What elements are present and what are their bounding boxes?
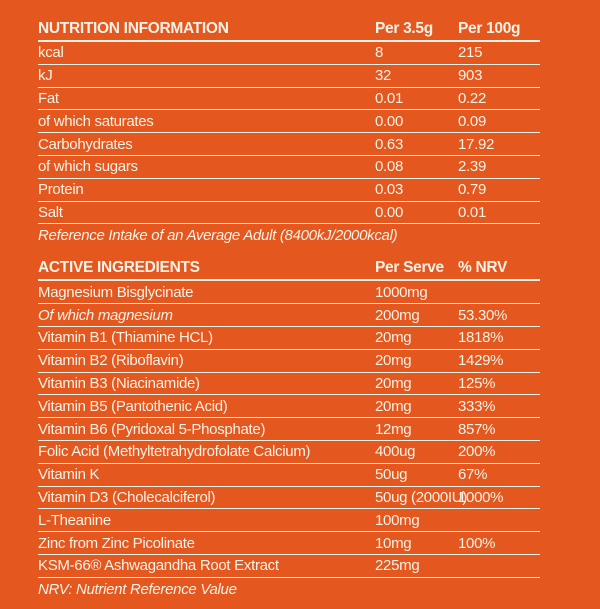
row-value-per-100g: 2.39	[458, 158, 486, 176]
table-row-vitamin-b1	[38, 327, 540, 350]
row-label: Folic Acid (Methyltetrahydrofolate Calcium)	[38, 443, 311, 461]
row-label: Vitamin B3 (Niacinamide)	[38, 374, 200, 392]
active-ingredients-section	[38, 253, 540, 600]
table-row-vitamin-b3	[38, 373, 540, 396]
table-row-carbohydrates	[38, 133, 540, 156]
row-value-per-100g: 0.79	[458, 181, 486, 199]
table-row-magnesium-bisglycinate	[38, 281, 540, 304]
table-row-protein	[38, 179, 540, 202]
row-value-per-100g: 17.92	[458, 135, 495, 153]
row-value-per-serve: 1000mg	[375, 283, 428, 301]
row-label: Carbohydrates	[38, 135, 133, 153]
row-value-per-100g: 0.22	[458, 89, 486, 107]
table-row-vitamin-k	[38, 464, 540, 487]
row-value-per-100g: 0.09	[458, 112, 486, 130]
row-value-per-3-5g: 0.00	[375, 203, 403, 221]
row-value-nrv: 857%	[458, 420, 496, 438]
column-header-nrv: % NRV	[458, 259, 508, 277]
row-value-per-serve: 20mg	[375, 397, 412, 415]
row-label: Magnesium Bisglycinate	[38, 283, 194, 301]
row-label: Protein	[38, 181, 84, 199]
row-value-per-serve: 225mg	[375, 557, 420, 575]
table-row-vitamin-b5	[38, 395, 540, 418]
active-ingredients-title: ACTIVE INGREDIENTS	[38, 259, 200, 277]
row-label: Vitamin B2 (Riboflavin)	[38, 352, 184, 370]
row-label: Fat	[38, 89, 59, 107]
table-row-l-theanine	[38, 509, 540, 532]
table-row-folic-acid	[38, 441, 540, 464]
row-value-nrv: 1818%	[458, 329, 504, 347]
row-value-per-serve: 12mg	[375, 420, 412, 438]
row-label: Of which magnesium	[38, 306, 173, 324]
row-value-per-3-5g: 0.00	[375, 112, 403, 130]
table-row-of-which-magnesium	[38, 304, 540, 327]
row-label: Vitamin D3 (Cholecalciferol)	[38, 488, 216, 506]
table-row-sugars	[38, 156, 540, 179]
row-value-per-serve: 50ug (2000IU)	[375, 488, 467, 506]
table-row-vitamin-b2	[38, 350, 540, 373]
active-ingredients-header-row	[38, 253, 540, 281]
row-value-nrv: 53.30%	[458, 306, 508, 324]
row-value-nrv: 1429%	[458, 352, 504, 370]
table-row-fat	[38, 88, 540, 111]
row-value-per-serve: 200mg	[375, 306, 420, 324]
row-value-nrv: 125%	[458, 374, 496, 392]
table-row-kj	[38, 65, 540, 88]
row-value-nrv: 333%	[458, 397, 496, 415]
row-label: kcal	[38, 44, 64, 62]
row-value-per-serve: 50ug	[375, 466, 408, 484]
row-value-per-100g: 0.01	[458, 203, 486, 221]
nrv-footnote: NRV: Nutrient Reference Value	[38, 580, 237, 598]
table-row-kcal	[38, 42, 540, 65]
row-value-nrv: 67%	[458, 466, 488, 484]
row-label: of which sugars	[38, 158, 138, 176]
table-row-salt	[38, 202, 540, 225]
row-value-per-serve: 20mg	[375, 329, 412, 347]
table-row-ksm-66-ashwagandha	[38, 555, 540, 578]
row-value-per-serve: 400ug	[375, 443, 416, 461]
table-row-zinc	[38, 532, 540, 555]
row-label: Vitamin B5 (Pantothenic Acid)	[38, 397, 228, 415]
row-value-per-3-5g: 8	[375, 44, 384, 62]
row-label: Vitamin B6 (Pyridoxal 5-Phosphate)	[38, 420, 266, 438]
row-label: Salt	[38, 203, 63, 221]
column-header-per-3-5g: Per 3.5g	[375, 20, 433, 37]
nutrition-table-header-row	[38, 14, 540, 42]
row-value-per-serve: 10mg	[375, 534, 412, 552]
row-label: L-Theanine	[38, 511, 111, 529]
row-value-per-serve: 20mg	[375, 352, 412, 370]
row-value-nrv: 200%	[458, 443, 496, 461]
column-header-per-100g: Per 100g	[458, 20, 521, 37]
row-label: Vitamin B1 (Thiamine HCL)	[38, 329, 213, 347]
row-label: Zinc from Zinc Picolinate	[38, 534, 195, 552]
row-value-per-100g: 903	[458, 67, 483, 85]
nutrition-label	[38, 14, 540, 601]
row-value-per-3-5g: 0.01	[375, 89, 403, 107]
row-label: Vitamin K	[38, 466, 100, 484]
row-label: KSM-66® Ashwagandha Root Extract	[38, 557, 279, 575]
column-header-per-serve: Per Serve	[375, 259, 444, 277]
row-label: of which saturates	[38, 112, 154, 130]
reference-intake-footnote: Reference Intake of an Average Adult (8400kJ/2000kcal)	[38, 227, 398, 245]
row-value-per-3-5g: 0.03	[375, 181, 403, 199]
row-value-per-serve: 100mg	[375, 511, 420, 529]
nutrition-information-section	[38, 14, 540, 247]
row-value-nrv: 100%	[458, 534, 496, 552]
table-row-vitamin-b6	[38, 418, 540, 441]
row-value-per-3-5g: 0.08	[375, 158, 403, 176]
table-row-saturates	[38, 110, 540, 133]
row-value-per-3-5g: 32	[375, 67, 392, 85]
row-value-nrv: 1000%	[458, 488, 504, 506]
nutrition-table-title: NUTRITION INFORMATION	[38, 20, 229, 37]
row-label: kJ	[38, 67, 53, 85]
row-value-per-3-5g: 0.63	[375, 135, 403, 153]
table-row-vitamin-d3	[38, 487, 540, 510]
row-value-per-serve: 20mg	[375, 374, 412, 392]
row-value-per-100g: 215	[458, 44, 483, 62]
